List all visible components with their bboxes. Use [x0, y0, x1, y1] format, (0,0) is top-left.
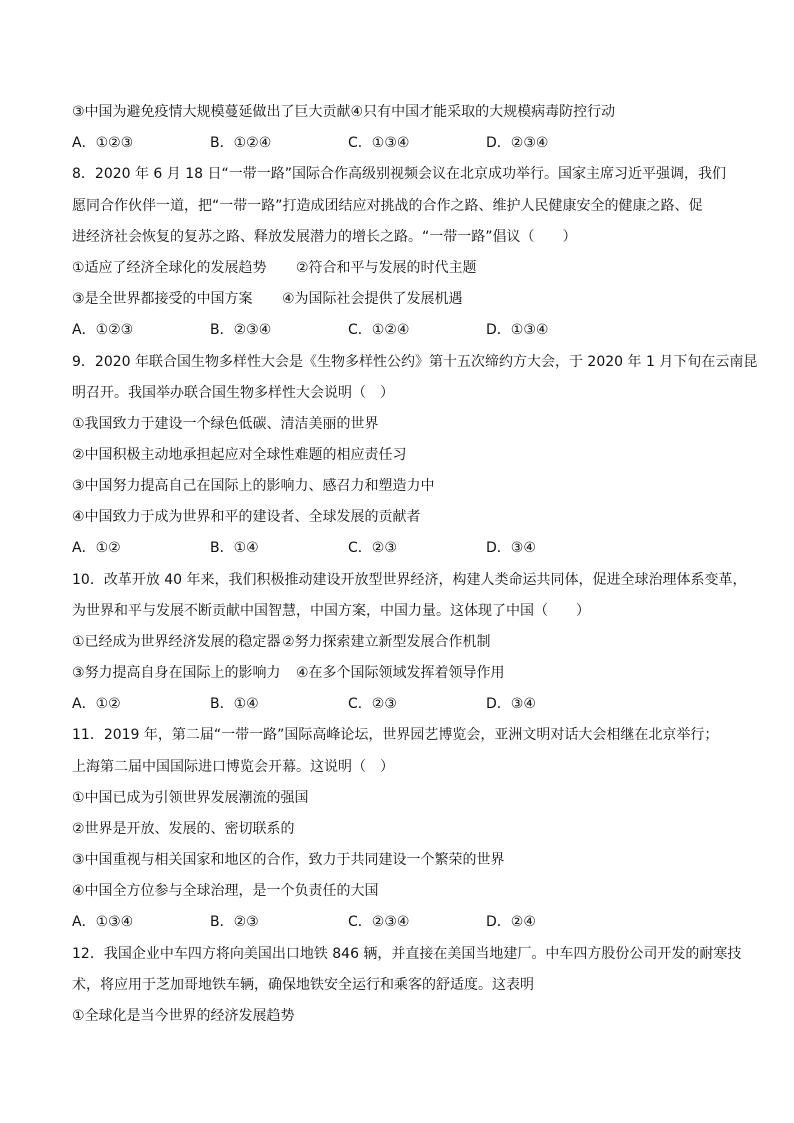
- q10-option-b: B．①④: [210, 696, 259, 712]
- q10-statements-row-2: [72, 664, 732, 682]
- q8-options: [72, 321, 732, 339]
- q11-option-a: A．①③④: [72, 914, 134, 930]
- q11-option-b: B．②③: [210, 914, 259, 930]
- q10-statements-row-1: [72, 633, 732, 651]
- q12-stem-line-2: 术，将应用于芝加哥地铁车辆，确保地铁安全运行和乘客的舒适度。这表明: [72, 977, 534, 993]
- q9-option-d: D．③④: [486, 540, 536, 556]
- q10-statement-4: ④在多个国际领域发挥着领导作用: [296, 665, 505, 681]
- q8-option-d: D．①③④: [486, 322, 549, 338]
- q9-options: [72, 539, 732, 557]
- q7-option-a: A．①②③: [72, 135, 134, 151]
- q10-statement-1: ①已经成为世界经济发展的稳定器: [72, 634, 281, 650]
- q7-option-b: B．①②④: [210, 135, 272, 151]
- q8-statement-4: ④为国际社会提供了发展机遇: [282, 291, 463, 307]
- q7-options: [72, 134, 732, 152]
- q8-option-b: B．②③④: [210, 322, 272, 338]
- q9-option-a: A．①②: [72, 540, 121, 556]
- q9-statement-3: ③中国努力提高自己在国际上的影响力、感召力和塑造力中: [72, 478, 435, 494]
- q9-statement-2: ②中国积极主动地承担起应对全球性难题的相应责任习: [72, 447, 407, 463]
- q11-stem-line-2: 上海第二届中国国际进口博览会开幕。这说明（ ）: [72, 759, 394, 775]
- q10-statement-3: ③努力提高自身在国际上的影响力: [72, 665, 281, 681]
- q8-statement-2: ②符合和平与发展的时代主题: [296, 260, 477, 276]
- q9-option-b: B．①④: [210, 540, 259, 556]
- q11-options: [72, 913, 732, 931]
- q7-option-c: C．①③④: [348, 135, 410, 151]
- q11-option-d: D．②④: [486, 914, 536, 930]
- q8-option-c: C．①②④: [348, 322, 410, 338]
- q11-statement-2: ②世界是开放、发展的、密切联系的: [72, 821, 295, 837]
- q8-option-a: A．①②③: [72, 322, 134, 338]
- q10-stem-line-1: 10．改革开放 40 年来，我们积极推动建设开放型世界经济，构建人类命运共同体，促进全球治理体系变革，: [72, 572, 747, 588]
- q11-option-c: C．②③④: [348, 914, 410, 930]
- q9-statement-4: ④中国致力于成为世界和平的建设者、全球发展的贡献者: [72, 509, 421, 525]
- q10-option-d: D．③④: [486, 696, 536, 712]
- q12-statement-1: ①全球化是当今世界的经济发展趋势: [72, 1008, 295, 1024]
- q8-stem-line-3: 进经济社会恢复的复苏之路、释放发展潜力的增长之路。“一带一路”倡议（ ）: [72, 229, 577, 245]
- q7-statement-line: ③中国为避免疫情大规模蔓延做出了巨大贡献④只有中国才能采取的大规模病毒防控行动: [72, 104, 616, 120]
- q11-statement-1: ①中国已成为引领世界发展潮流的强国: [72, 790, 309, 806]
- q10-stem-line-2: 为世界和平与发展不断贡献中国智慧，中国方案，中国力量。这体现了中国（ ）: [72, 603, 590, 619]
- q8-stem-line-2: 愿同合作伙伴一道，把“一带一路”打造成团结应对挑战的合作之路、维护人民健康安全的健康之路、促: [72, 198, 703, 214]
- q11-stem-line-1: 11．2019 年，第二届“一带一路”国际高峰论坛，世界园艺博览会，亚洲文明对话大会相继在北京举行；: [72, 727, 719, 743]
- q9-option-c: C．②③: [348, 540, 397, 556]
- q8-stem-line-1: 8．2020 年 6 月 18 日“一带一路”国际合作高级别视频会议在北京成功举行。国家主席习近平强调，我们: [72, 166, 727, 182]
- q10-option-a: A．①②: [72, 696, 121, 712]
- q8-statement-3: ③是全世界都接受的中国方案: [72, 291, 253, 307]
- q10-statement-2: ②努力探索建立新型发展合作机制: [282, 634, 491, 650]
- q11-statement-4: ④中国全方位参与全球治理，是一个负责任的大国: [72, 883, 379, 899]
- q11-statement-3: ③中国重视与相关国家和地区的合作，致力于共同建设一个繁荣的世界: [72, 852, 505, 868]
- q12-stem-line-1: 12．我国企业中车四方将向美国出口地铁 846 辆，并直接在美国当地建厂。中车四方股份公司开发的耐寒技: [72, 946, 742, 962]
- q10-options: [72, 695, 732, 713]
- q8-statement-1: ①适应了经济全球化的发展趋势: [72, 260, 267, 276]
- q10-option-c: C．②③: [348, 696, 397, 712]
- q9-stem-line-1: 9．2020 年联合国生物多样性大会是《生物多样性公约》第十五次缔约方大会，于 2020 年 1 月下旬在云南昆: [72, 354, 758, 370]
- q9-statement-1: ①我国致力于建设一个绿色低碳、清洁美丽的世界: [72, 416, 379, 432]
- q8-statements-row-2: [72, 290, 732, 308]
- q7-option-d: D．②③④: [486, 135, 549, 151]
- q8-statements-row-1: [72, 259, 732, 277]
- q9-stem-line-2: 明召开。我国举办联合国生物多样性大会说明（ ）: [72, 385, 394, 401]
